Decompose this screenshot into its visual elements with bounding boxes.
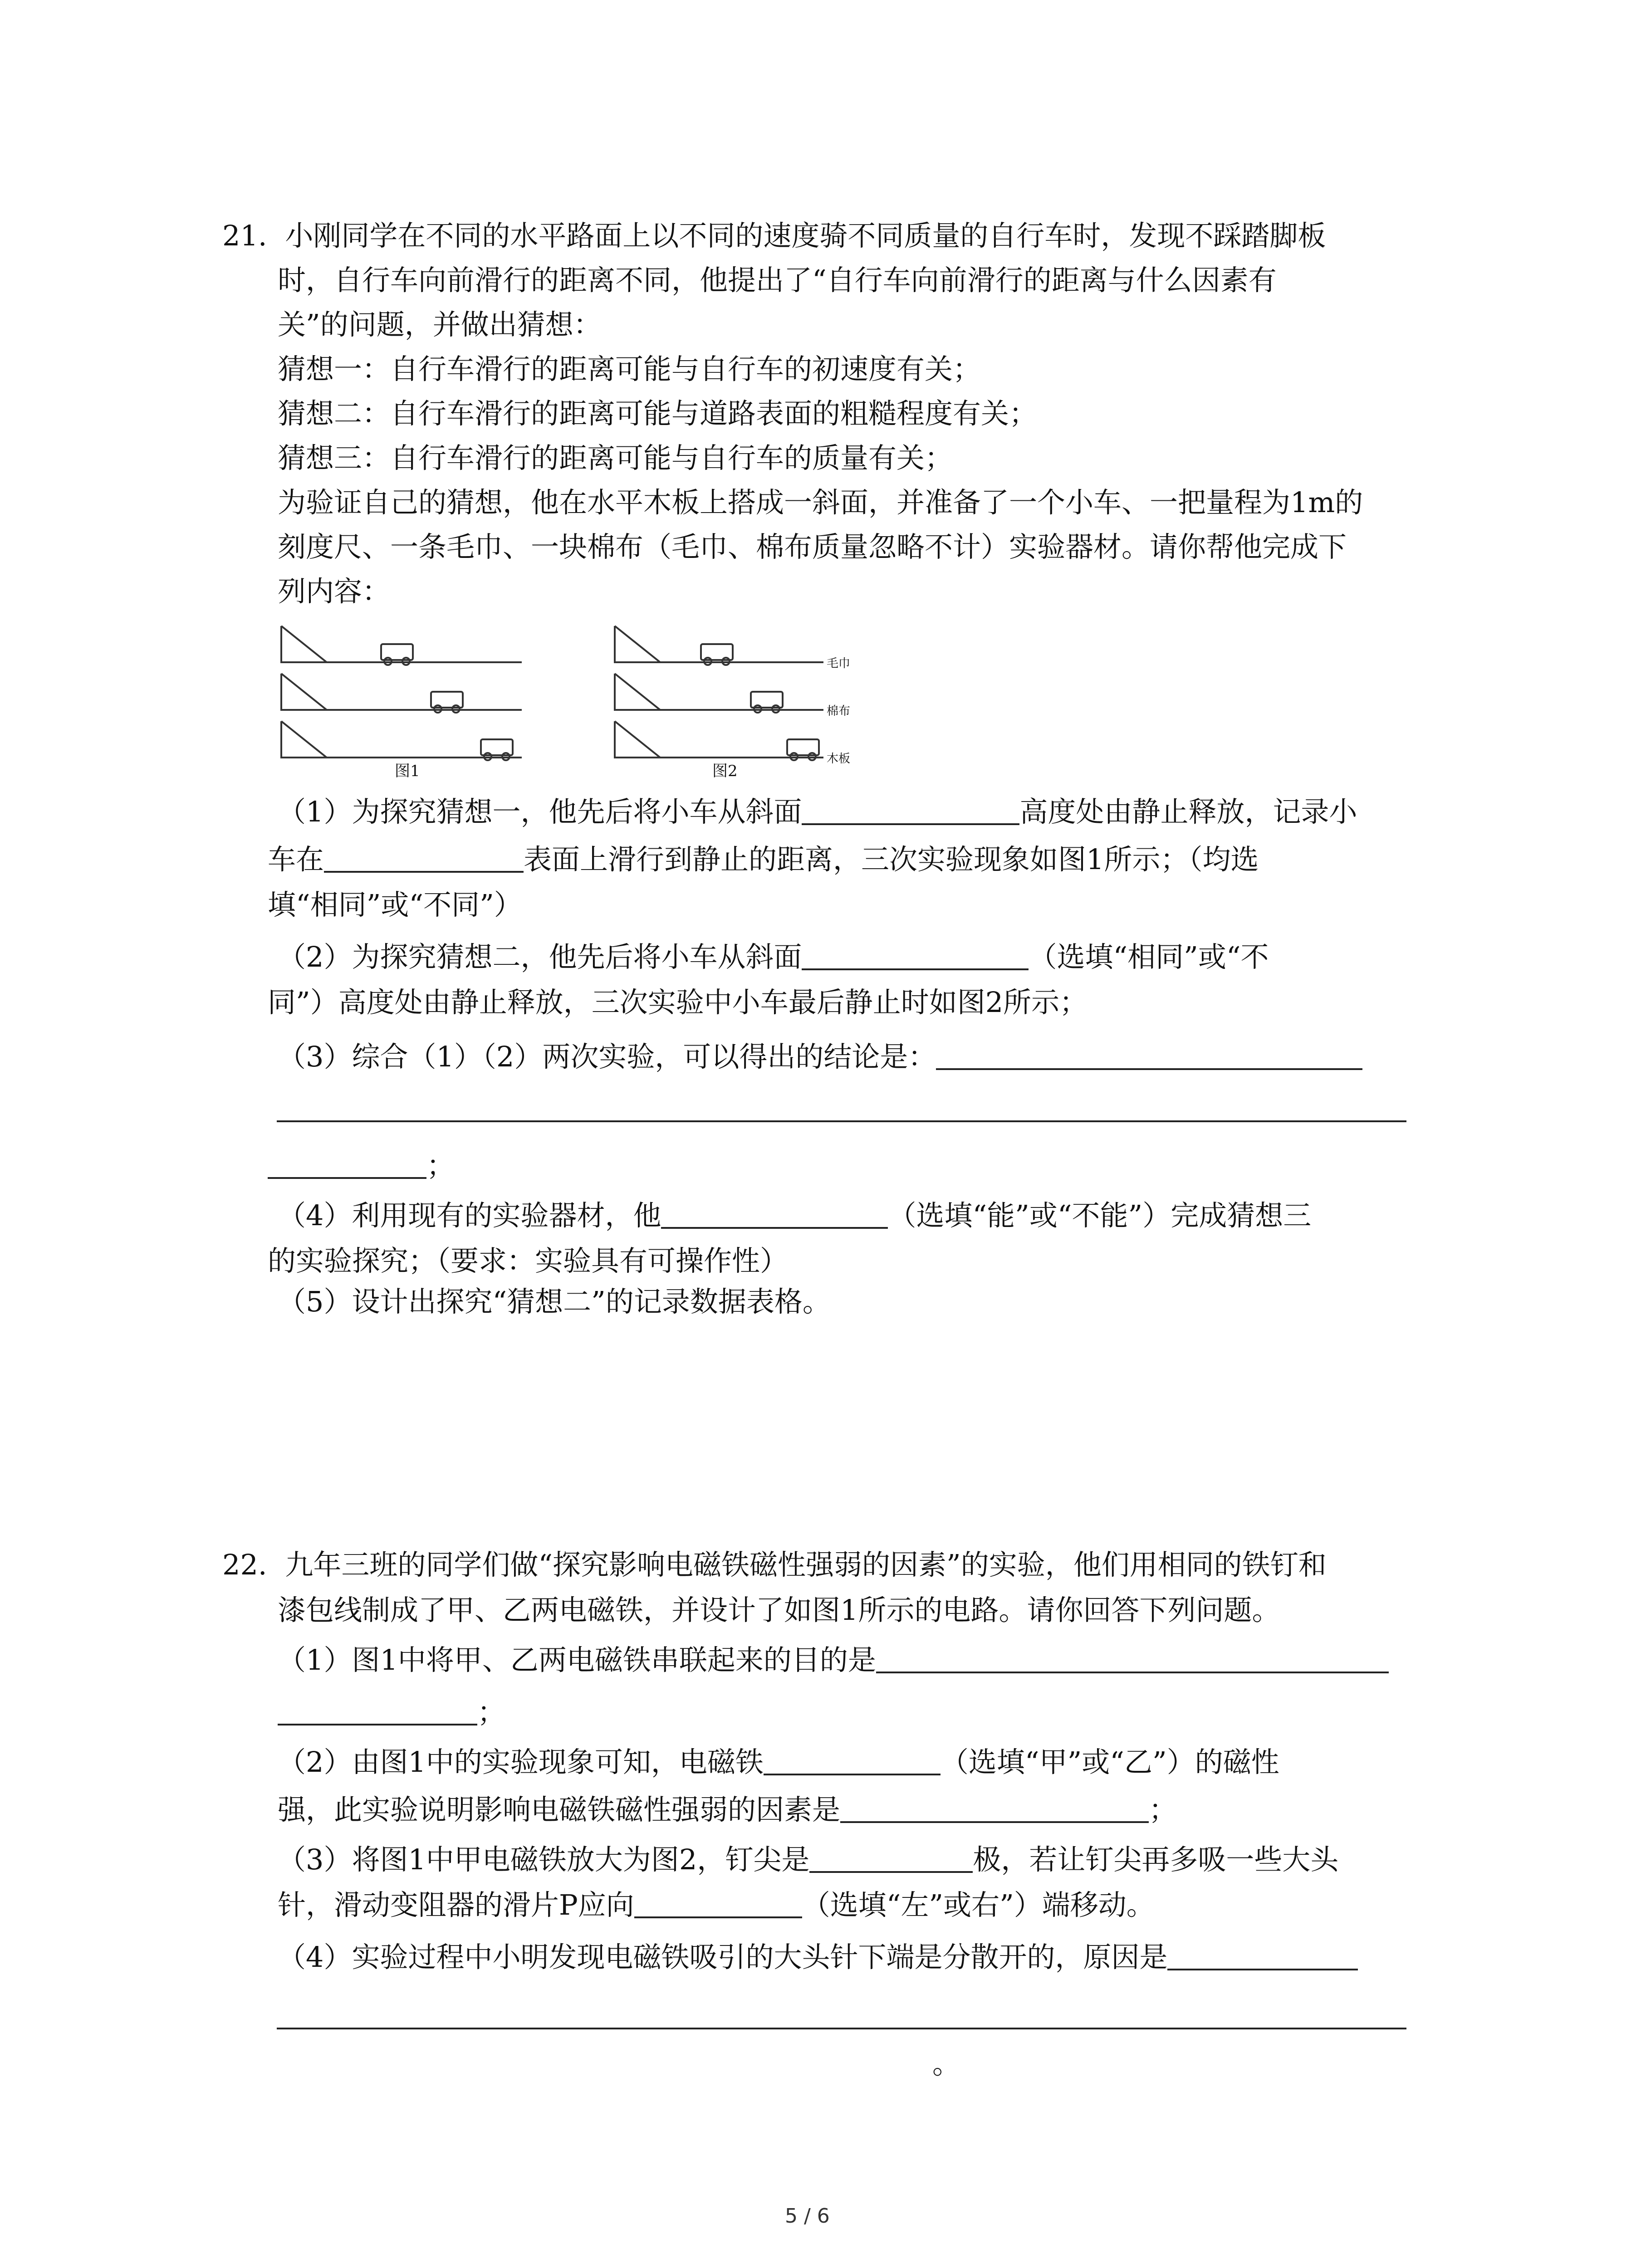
q22-part2-blank-2[interactable] [840,1793,1149,1823]
q21-part4-text-b: （选填“能”或“不能”）完成猜想三 [888,1199,1312,1232]
q21-prep-2: 刻度尺、一条毛巾、一块棉布（毛巾、棉布质量忽略不计）实验器材。请你帮他完成下 [278,530,1347,563]
q22-part1-text-a: （1）图1中将甲、乙两电磁铁串联起来的目的是 [278,1643,876,1677]
q21-number: 21. [222,219,267,252]
q21-part1-line2 [268,837,1259,882]
figure-1-ramps [277,621,531,785]
q22-part4-text-a: （4）实验过程中小明发现电磁铁吸引的大头针下端是分散开的，原因是 [278,1941,1168,1974]
q22-part4-blank-2[interactable] [277,2028,1406,2029]
q21-part3-blank-1[interactable] [936,1040,1362,1070]
q22-part2-blank-1[interactable] [764,1745,941,1775]
q22-part1-line1 [278,1637,1389,1683]
q22-part3-line2 [278,1882,1155,1928]
q21-part3-line1 [278,1034,1362,1080]
q21-intro-1: 小刚同学在不同的水平路面上以不同的速度骑不同质量的自行车时，发现不踩踏脚板 [285,219,1326,252]
q21-part3-blank-3[interactable] [268,1149,426,1179]
q22-part2-text-b: （选填“甲”或“乙”）的磁性 [940,1745,1279,1779]
q22-part2-line1 [278,1740,1279,1785]
q21-guess-3: 猜想三：自行车滑行的距离可能与自行车的质量有关； [278,441,953,474]
q22-part3-text-a: （3）将图1中甲电磁铁放大为图2，钉尖是 [278,1843,810,1876]
q21-part2-text-a: （2）为探究猜想二，他先后将小车从斜面 [278,940,802,973]
q21-part4-text-c: 的实验探究；（要求：实验具有可操作性） [268,1244,789,1277]
q21-guess-2: 猜想二：自行车滑行的距离可能与道路表面的粗糙程度有关； [278,397,1038,430]
q22-part4-line1 [278,1935,1358,1980]
q21-part2-text-b: （选填“相同”或“不 [1029,940,1269,973]
q21-part1-text-b: 高度处由静止释放，记录小 [1019,795,1357,828]
q22-intro-1: 九年三班的同学们做“探究影响电磁铁磁性强弱的因素”的实验，他们用相同的铁钉和 [285,1548,1327,1581]
q22-line-1 [222,1542,1327,1588]
q21-part1-blank-height[interactable] [802,795,1019,825]
q21-line-1 [222,213,1326,259]
q21-part4-blank[interactable] [661,1199,888,1229]
q22-part3-blank-1[interactable] [809,1843,973,1873]
figure-2-surfaces [610,621,846,785]
q21-intro-3: 关”的问题，并做出猜想： [278,308,602,341]
q22-part3-text-d: （选填“左”或右”）端移动。 [802,1888,1155,1921]
q21-part3-end: ； [426,1149,455,1182]
q21-part2-text-c: 同”）高度处由静止释放，三次实验中小车最后静止时如图2所示； [268,986,1088,1019]
q22-part2-end: ； [1149,1793,1177,1826]
surface-cotton-label: 棉布 [827,704,851,718]
q22-part3-text-b: 极，若让钉尖再多吸一些大头 [973,1843,1339,1876]
surface-towel-label: 毛巾 [827,657,851,670]
q22-part1-end: ； [477,1696,506,1729]
q21-guess-1: 猜想一：自行车滑行的距离可能与自行车的初速度有关； [278,352,981,386]
q21-part2-blank[interactable] [802,940,1029,970]
q21-part1-text-c: 车在 [268,843,324,876]
q22-part3-blank-2[interactable] [634,1888,802,1918]
q21-part4-text-a: （4）利用现有的实验器材，他 [278,1199,661,1232]
surface-wood-label: 木板 [827,752,851,766]
q21-part4-line1 [278,1193,1311,1238]
q22-part4-blank-1[interactable] [1167,1941,1358,1970]
page-number: 5 / 6 [785,2204,830,2228]
q21-intro-2: 时，自行车向前滑行的距离不同，他提出了“自行车向前滑行的距离与什么因素有 [278,264,1277,297]
q22-part1-blank-2[interactable] [278,1696,477,1725]
q21-prep-3: 列内容： [278,575,391,608]
q22-intro-2: 漆包线制成了甲、乙两电磁铁，并设计了如图1所示的电路。请你回答下列问题。 [278,1593,1280,1627]
q21-part3-blank-2[interactable] [277,1120,1406,1122]
q21-part1-text-d: 表面上滑行到静止的距离，三次实验现象如图1所示；（均选 [524,843,1259,876]
q21-part1-blank-surface[interactable] [324,843,524,873]
q21-prep-1: 为验证自己的猜想，他在水平木板上搭成一斜面，并准备了一个小车、一把量程为1m的 [278,486,1363,519]
q21-part1-text-e: 填“相同”或“不同”） [268,888,522,921]
q22-part2-text-c: 强，此实验说明影响电磁铁磁性强弱的因素是 [278,1793,841,1826]
figure-2-label: 图2 [712,762,738,780]
q21-part3-line3 [268,1143,455,1188]
q22-part3-line1 [278,1837,1338,1882]
q22-part2-text-a: （2）由图1中的实验现象可知，电磁铁 [278,1745,764,1779]
q21-part3-text-a: （3）综合（1）（2）两次实验，可以得出的结论是： [278,1040,936,1073]
q22-part2-line2 [278,1787,1177,1833]
q22-part1-line2 [278,1690,505,1735]
q22-part3-text-c: 针，滑动变阻器的滑片P应向 [278,1888,634,1921]
q22-number: 22. [222,1548,267,1581]
figure-1-label: 图1 [395,762,420,780]
q21-part1-text-a: （1）为探究猜想一，他先后将小车从斜面 [278,795,802,828]
q22-part4-end: 。 [932,2047,961,2080]
q21-part1-line1 [278,789,1357,835]
q22-part1-blank-1[interactable] [876,1643,1389,1673]
q21-part5-text: （5）设计出探究“猜想二”的记录数据表格。 [278,1285,831,1318]
q21-part2-line1 [278,934,1269,980]
